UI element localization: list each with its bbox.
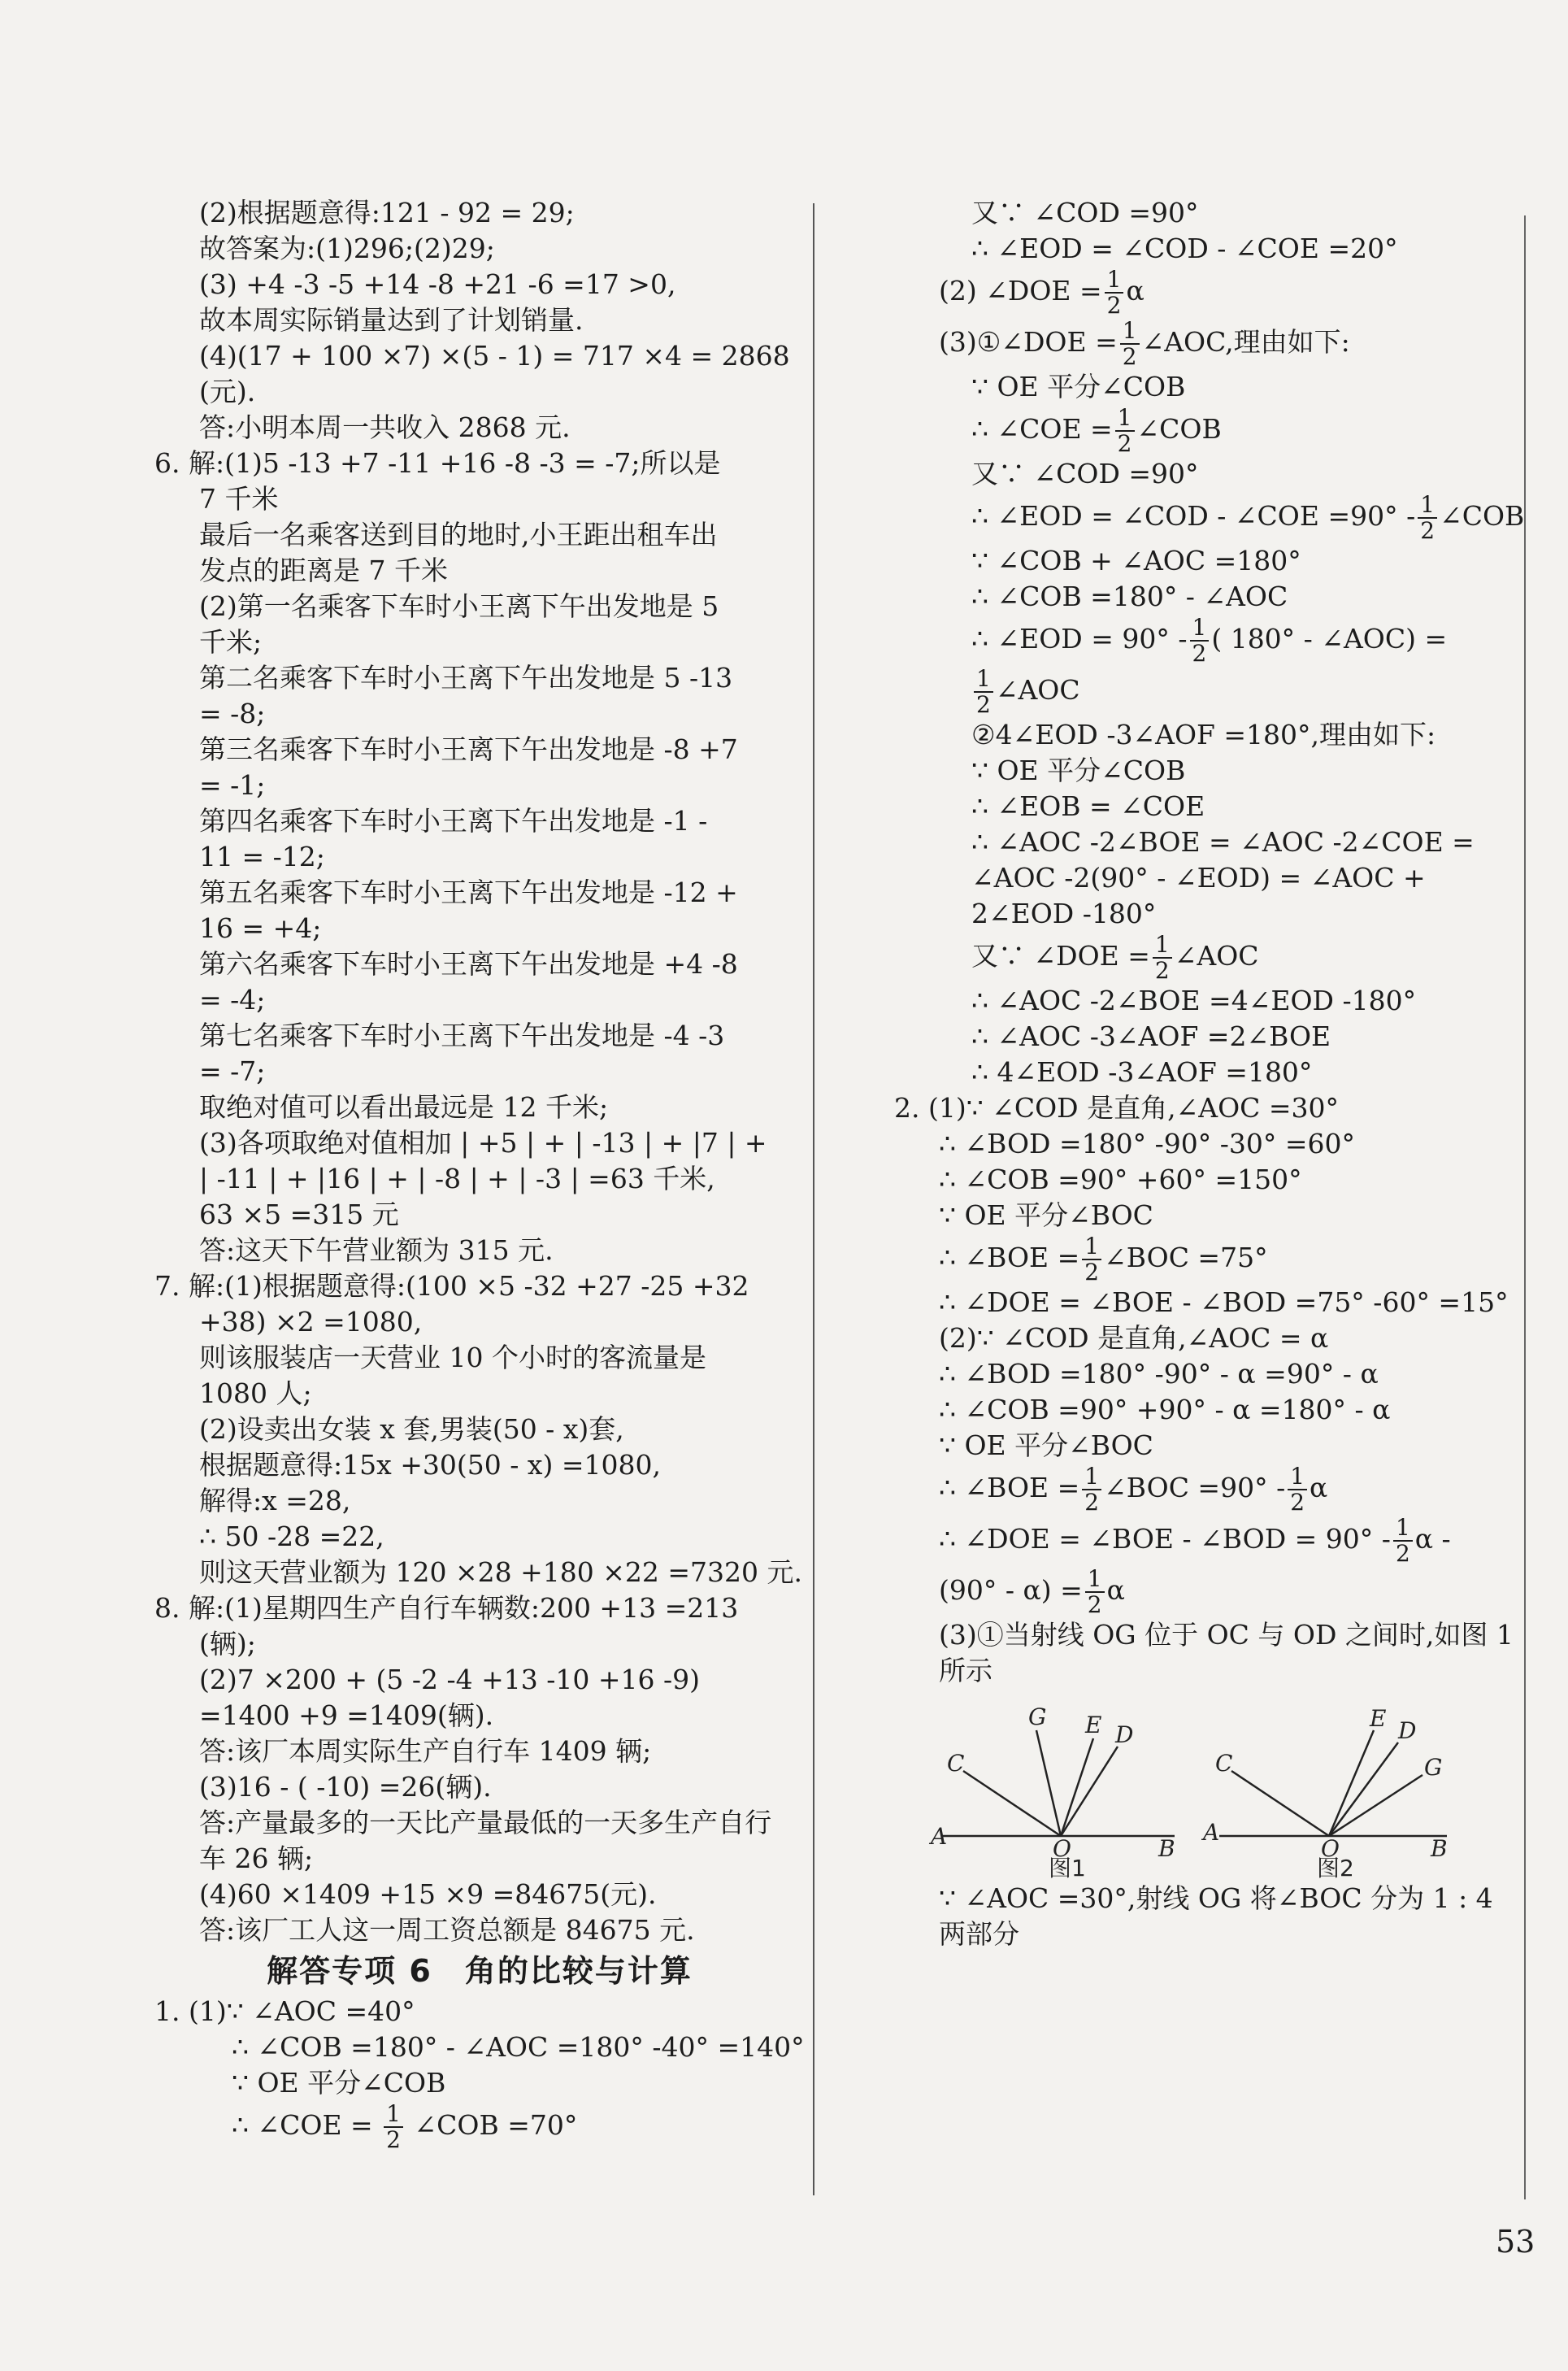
text-line: ∴ ∠COE = $\frac{1}{2}$ ∠COB =70° xyxy=(232,2100,578,2153)
text-line: 所示 xyxy=(939,1655,992,1686)
text-line: 两部分 xyxy=(939,1918,1019,1950)
text-line: ∴ ∠EOD = 90° - $\frac{1}{2}$ ( 180° - ∠AOC) = xyxy=(971,614,1448,667)
text-line: 1080 人; xyxy=(199,1377,312,1409)
label-G: G xyxy=(1028,1703,1047,1730)
left-column xyxy=(154,195,805,2152)
text-line: $\frac{1}{2}$ ∠AOC xyxy=(894,666,1512,717)
text-line: = -1; xyxy=(199,769,266,801)
text-line: (3) +4 -3 -5 +14 -8 +21 -6 =17 >0, xyxy=(199,268,676,300)
text-line: (3)16 - ( -10) =26(辆). xyxy=(199,1771,492,1803)
fraction: $\frac{1}{2}$ xyxy=(1115,406,1135,456)
text-line: (2)7 ×200 + (5 -2 -4 +13 -10 +16 -9) xyxy=(199,1664,701,1695)
fraction: $\frac{1}{2}$ xyxy=(1190,616,1210,666)
text-line: 发点的距离是 7 千米 xyxy=(199,555,448,586)
text-line: 2∠EOD -180° xyxy=(971,898,1157,929)
text-line: 第四名乘客下车时小王离下午出发地是 -1 - xyxy=(199,805,708,837)
text-line: 取绝对值可以看出最远是 12 千米; xyxy=(199,1091,609,1123)
text-line: ∵ ∠AOC =30°,射线 OG 将∠BOC 分为 1 : 4 xyxy=(939,1882,1493,1914)
fraction: $\frac{1}{2}$ xyxy=(1085,1567,1105,1617)
text-line: 又∵ ∠DOE = $\frac{1}{2}$ ∠AOC xyxy=(971,931,1259,984)
label-D: D xyxy=(1115,1721,1134,1748)
text-line: 第五名乘客下车时小王离下午出发地是 -12 + xyxy=(199,877,738,908)
text-line: (元). xyxy=(199,376,256,407)
text-line: (辆); xyxy=(199,1628,256,1660)
text-line: ∴ ∠AOC -2∠BOE =4∠EOD -180° xyxy=(971,985,1417,1016)
text-line: ∴ ∠DOE = ∠BOE - ∠BOD = 90° - $\frac{1}{2}$ α - xyxy=(939,1514,1451,1567)
text-line: ∵ OE 平分∠COB xyxy=(971,755,1186,786)
text-line: ∴ ∠BOE = $\frac{1}{2}$ ∠BOC =75° xyxy=(939,1233,1268,1286)
fraction: $\frac{1}{2}$ xyxy=(384,2102,403,2152)
text-line: 答:该厂工人这一周工资总额是 84675 元. xyxy=(199,1914,695,1946)
text-line: 答:小明本周一共收入 2868 元. xyxy=(199,411,571,443)
text-line: (3)①当射线 OG 位于 OC 与 OD 之间时,如图 1 xyxy=(939,1619,1514,1651)
text-line: ∴ ∠BOD =180° -90° -30° =60° xyxy=(939,1128,1356,1159)
text-line: (2)第一名乘客下车时小王离下午出发地是 5 xyxy=(199,590,719,622)
text-line: ∴ ∠BOE = $\frac{1}{2}$ ∠BOC =90° - $\frac{1}{2}$ α xyxy=(939,1463,1328,1516)
fraction: $\frac{1}{2}$ xyxy=(1288,1464,1307,1515)
text-line: 16 = +4; xyxy=(199,912,322,944)
text-line: | -11 | + |16 | + | -8 | + | -3 | =63 千米, xyxy=(199,1163,715,1194)
text-line: ∵ OE 平分∠COB xyxy=(232,2067,446,2099)
text-line: 根据题意得:15x +30(50 - x) =1080, xyxy=(199,1449,661,1481)
label-E: E xyxy=(1370,1705,1387,1732)
text-line: ∴ ∠AOC -3∠AOF =2∠BOE xyxy=(971,1020,1331,1052)
text-line: 63 ×5 =315 元 xyxy=(199,1199,399,1230)
text-line: ∴ ∠COB =90° +60° =150° xyxy=(939,1164,1302,1195)
label-D: D xyxy=(1398,1717,1417,1744)
text-line: = -7; xyxy=(199,1055,266,1087)
column-divider xyxy=(813,203,814,2195)
text-line: ∴ ∠COB =90° +90° - α =180° - α xyxy=(939,1394,1391,1425)
text-line: ∴ ∠EOD = ∠COD - ∠COE =20° xyxy=(971,233,1398,264)
figure-caption: 图1 xyxy=(1049,1855,1086,1881)
right-column xyxy=(894,195,1525,1952)
problem-6-start: 6. 解:(1)5 -13 +7 -11 +16 -8 -3 = -7;所以是 xyxy=(154,447,721,479)
text-line: ②4∠EOD -3∠AOF =180°,理由如下: xyxy=(971,719,1436,750)
problem-7-start: 7. 解:(1)根据题意得:(100 ×5 -32 +27 -25 +32 xyxy=(154,1270,749,1302)
text-line: 故答案为:(1)296;(2)29; xyxy=(199,233,495,264)
text-line: 最后一名乘客送到目的地时,小王距出租车出 xyxy=(199,519,718,550)
label-O: O xyxy=(1053,1835,1071,1862)
page-number: 53 xyxy=(1496,2224,1535,2260)
label-C: C xyxy=(947,1750,965,1777)
problem-1-start: 1. (1)∵ ∠AOC =40° xyxy=(154,1995,415,2027)
fraction: $\frac{1}{2}$ xyxy=(1393,1516,1413,1566)
text-line: 则这天营业额为 120 ×28 +180 ×22 =7320 元. xyxy=(199,1556,802,1588)
text-line: 第三名乘客下车时小王离下午出发地是 -8 +7 xyxy=(199,733,738,765)
text-line: 11 = -12; xyxy=(199,841,325,872)
text-line: ∴ ∠COE = $\frac{1}{2}$ ∠COB xyxy=(971,404,1222,457)
label-B: B xyxy=(1158,1835,1175,1862)
text-line: 答:该厂本周实际生产自行车 1409 辆; xyxy=(199,1735,652,1767)
text-line: ∵ OE 平分∠BOC xyxy=(939,1429,1153,1461)
text-line: 车 26 辆; xyxy=(199,1842,314,1874)
fraction: $\frac{1}{2}$ xyxy=(1082,1234,1101,1285)
fraction: $\frac{1}{2}$ xyxy=(1418,493,1437,543)
text-line: 第七名乘客下车时小王离下午出发地是 -4 -3 xyxy=(199,1020,725,1051)
text-line: ∵ OE 平分∠COB xyxy=(971,371,1186,402)
text-line: 又∵ ∠COD =90° xyxy=(971,458,1199,489)
text-line: ∴ ∠EOD = ∠COD - ∠COE =90° - $\frac{1}{2}$ ∠COB xyxy=(971,491,1525,544)
text-line: 则该服装店一天营业 10 个小时的客流量是 xyxy=(199,1342,706,1373)
text-line: (4)(17 + 100 ×7) ×(5 - 1) = 717 ×4 = 2868 xyxy=(199,340,790,372)
text-line: = -4; xyxy=(199,984,266,1016)
label-E: E xyxy=(1085,1712,1102,1738)
text-line: ∴ ∠BOD =180° -90° - α =90° - α xyxy=(939,1358,1379,1390)
label-A: A xyxy=(1203,1819,1220,1846)
label-B: B xyxy=(1431,1835,1448,1862)
margin-rule xyxy=(1524,215,1526,2199)
text-line: ∵ OE 平分∠BOC xyxy=(939,1199,1153,1231)
text-line: ∴ ∠COB =180° - ∠AOC xyxy=(971,581,1288,612)
text-line: ∴ ∠AOC -2∠BOE = ∠AOC -2∠COE = xyxy=(971,826,1475,858)
text-line: ∴ 50 -28 =22, xyxy=(199,1520,384,1552)
text-line: (2)根据题意得:121 - 92 = 29; xyxy=(199,197,575,228)
text-line: ∴ ∠COB =180° - ∠AOC =180° -40° =140° xyxy=(232,2031,805,2063)
text-line: ∵ ∠COB + ∠AOC =180° xyxy=(971,545,1301,576)
problem-2-start: 2. (1)∵ ∠COD 是直角,∠AOC =30° xyxy=(894,1092,1340,1124)
angle-figures xyxy=(927,1694,1512,1881)
text-line: 千米; xyxy=(199,626,263,658)
label-C: C xyxy=(1215,1750,1233,1777)
text-line: 第二名乘客下车时小王离下午出发地是 5 -13 xyxy=(199,662,733,694)
fraction: $\frac{1}{2}$ xyxy=(1153,933,1172,983)
text-line: (2)∵ ∠COD 是直角,∠AOC = α xyxy=(939,1322,1329,1354)
fraction: $\frac{1}{2}$ xyxy=(1082,1464,1101,1515)
label-A: A xyxy=(931,1823,948,1850)
text-line: ∴ 4∠EOD -3∠AOF =180° xyxy=(971,1056,1313,1088)
text-line: = -8; xyxy=(199,698,266,729)
text-line: 故本周实际销量达到了计划销量. xyxy=(199,304,584,336)
angle-diagrams xyxy=(927,1694,1479,1881)
fraction: $\frac{1}{2}$ xyxy=(1120,319,1140,369)
problem-8-start: 8. 解:(1)星期四生产自行车辆数:200 +13 =213 xyxy=(154,1592,739,1624)
text-line: =1400 +9 =1409(辆). xyxy=(199,1699,494,1731)
fraction: $\frac{1}{2}$ xyxy=(974,667,993,717)
text-line: (2) ∠DOE = $\frac{1}{2}$ α xyxy=(939,266,1145,319)
section-title: 解答专项 6 角的比较与计算 xyxy=(267,1953,693,1989)
figure-caption: 图2 xyxy=(1317,1855,1354,1881)
text-line: 又∵ ∠COD =90° xyxy=(971,197,1199,228)
text-line: ∴ ∠EOB = ∠COE xyxy=(971,790,1205,822)
text-line: (3)①∠DOE = $\frac{1}{2}$ ∠AOC,理由如下: xyxy=(939,317,1350,370)
text-line: 答:产量最多的一天比产量最低的一天多生产自行 xyxy=(199,1807,772,1838)
text-line: (3)各项取绝对值相加 | +5 | + | -13 | + |7 | + xyxy=(199,1127,767,1159)
text-line: ∠AOC -2(90° - ∠EOD) = ∠AOC + xyxy=(971,862,1426,894)
text-line: +38) ×2 =1080, xyxy=(199,1306,423,1338)
text-line: (2)设卖出女装 x 套,男装(50 - x)套, xyxy=(199,1413,624,1445)
text-line: 7 千米 xyxy=(199,483,279,515)
text-line: (90° - α) = $\frac{1}{2}$ α xyxy=(939,1565,1125,1618)
text-line: 解得:x =28, xyxy=(199,1485,351,1516)
text-line: 第六名乘客下车时小王离下午出发地是 +4 -8 xyxy=(199,948,738,980)
label-O: O xyxy=(1321,1835,1340,1862)
text-line: ∴ ∠DOE = ∠BOE - ∠BOD =75° -60° =15° xyxy=(939,1286,1509,1318)
label-G: G xyxy=(1424,1754,1443,1781)
text-line: (4)60 ×1409 +15 ×9 =84675(元). xyxy=(199,1878,657,1910)
text-line: 答:这天下午营业额为 315 元. xyxy=(199,1234,554,1266)
fraction: $\frac{1}{2}$ xyxy=(1105,268,1124,318)
